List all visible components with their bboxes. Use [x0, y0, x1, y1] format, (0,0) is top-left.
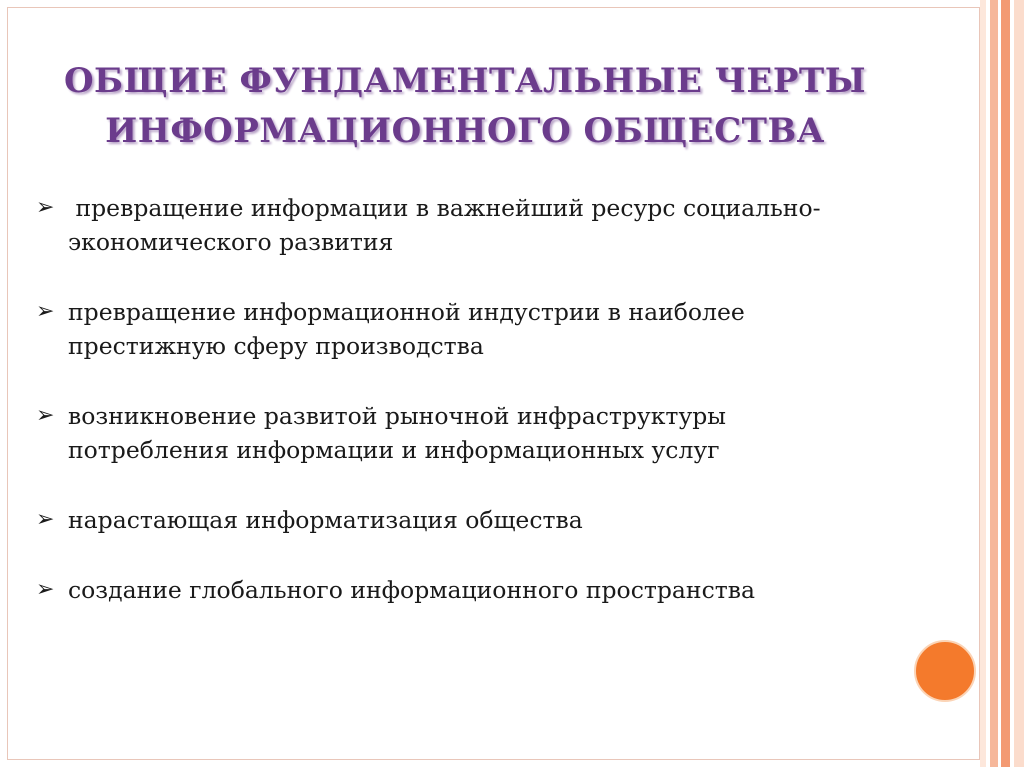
arrow-bullet-icon: ➢: [36, 403, 55, 428]
arrow-bullet-icon: ➢: [36, 299, 55, 324]
bullet-item-3: [36, 399, 916, 467]
bullet-2-line-1: превращение информационной индустрии в наиболее: [68, 298, 745, 326]
bullet-item-2: [36, 295, 916, 363]
bullet-5-line-1: создание глобального информационного пространства: [68, 576, 755, 604]
title-line-2: ИНФОРМАЦИОННОГО ОБЩЕСТВА: [105, 111, 825, 151]
bullet-1-line-2: экономического развития: [68, 228, 394, 256]
slide-title: [0, 56, 930, 156]
title-line-1: ОБЩИЕ ФУНДАМЕНТАЛЬНЫЕ ЧЕРТЫ: [63, 61, 867, 101]
arrow-bullet-icon: ➢: [36, 507, 55, 532]
orange-circle-icon: [914, 640, 976, 702]
bullet-list: [36, 191, 916, 643]
bullet-3-line-2: потребления информации и информационных услуг: [68, 436, 720, 464]
arrow-bullet-icon: ➢: [36, 195, 55, 220]
bullet-item-4: [36, 503, 916, 537]
bullet-4-line-1: нарастающая информатизация общества: [68, 506, 583, 534]
stripe-3: [990, 0, 998, 767]
bullet-item-1: [36, 191, 916, 259]
decorative-stripes: [980, 0, 1024, 767]
stripe-7: [1014, 0, 1024, 767]
arrow-bullet-icon: ➢: [36, 577, 55, 602]
bullet-item-5: [36, 573, 916, 607]
bullet-3-line-1: возникновение развитой рыночной инфраструктуры: [68, 402, 727, 430]
stripe-5: [1001, 0, 1010, 767]
bullet-2-line-2: престижную сферу производства: [68, 332, 484, 360]
bullet-1-line-1: превращение информации в важнейший ресурс социально-: [68, 194, 821, 222]
